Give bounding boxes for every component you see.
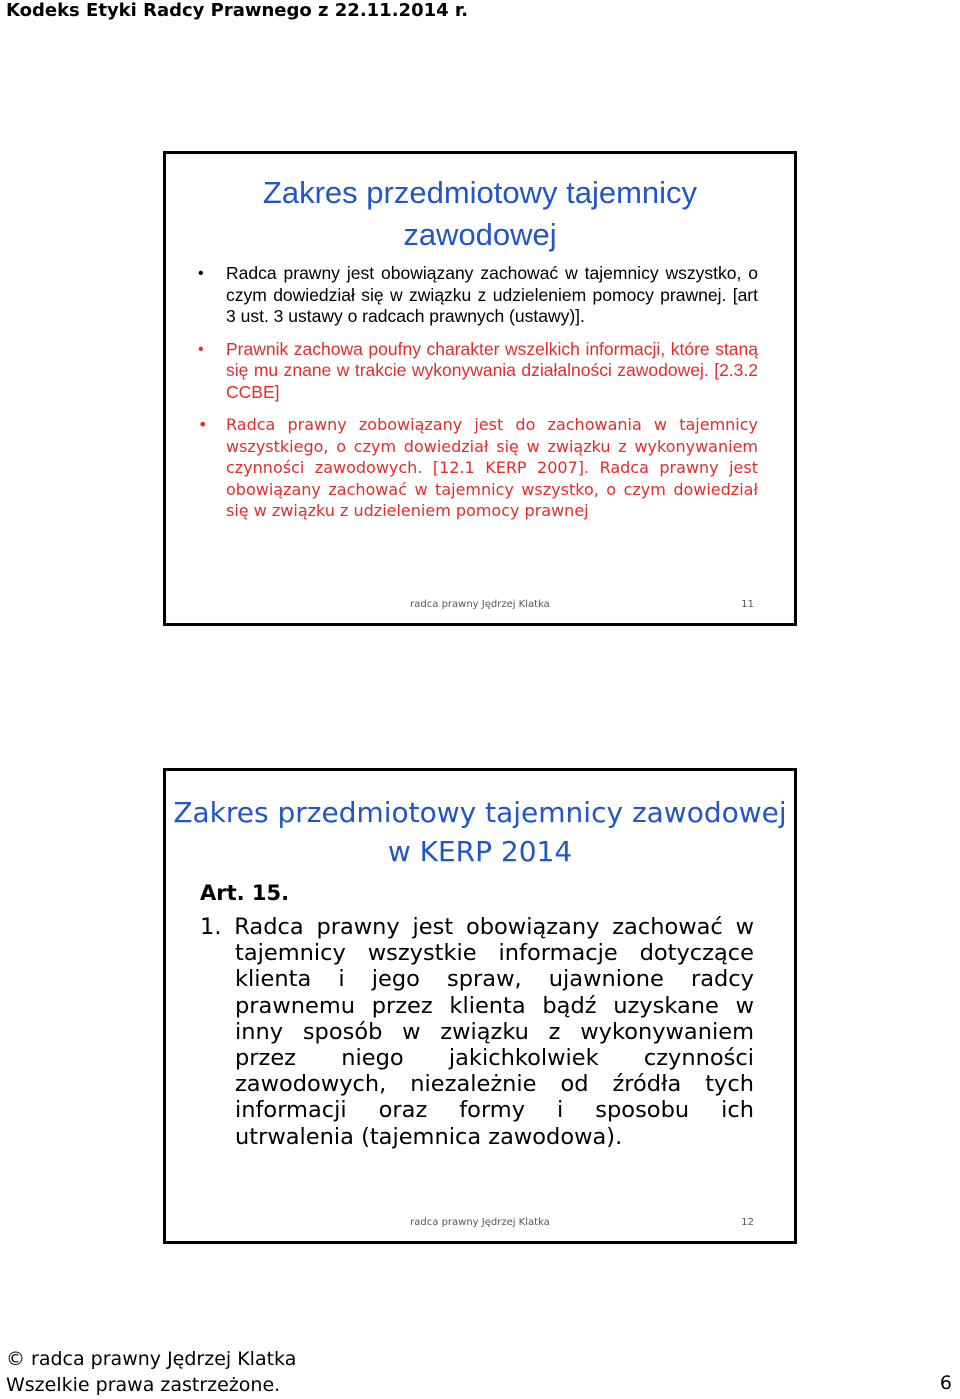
- slide-title-line2: w KERP 2014: [387, 835, 573, 868]
- slide-page-number: 11: [741, 599, 754, 610]
- slide-title: [166, 172, 794, 256]
- list-item-text: Radca prawny jest obowiązany zachować w tajemnicy wszystko, o czym dowiedział się w związku z udzieleniem pomocy prawnej. [art 3 ust. 3 ustawy o radcach prawnych (ustawy)].: [226, 263, 758, 326]
- slide-title-line1: Zakres przedmiotowy tajemnicy: [262, 175, 698, 210]
- slide-11: [163, 151, 797, 626]
- list-item: [196, 339, 758, 404]
- bullet-list: [196, 263, 758, 533]
- article-heading: Art. 15.: [200, 881, 290, 905]
- document-page-number: 6: [939, 1372, 952, 1394]
- document-header-title: Kodeks Etyki Radcy Prawnego z 22.11.2014 r.: [6, 0, 469, 21]
- list-item-text: Radca prawny zobowiązany jest do zachowania w tajemnicy wszystkiego, o czym dowiedział się w związku z wykonywaniem czynności zawodowych. [12.1 KERP 2007]. Radca prawny jest obowiązany zachować w tajemnicy wszystko, o czym dowiedział się w związku z udzieleniem pomocy prawnej: [226, 415, 758, 520]
- bullet-icon: •: [198, 340, 204, 358]
- copyright-text: © radca prawny Jędrzej Klatka: [6, 1348, 297, 1370]
- slide-footer-author: radca prawny Jędrzej Klatka: [410, 599, 550, 610]
- rights-text: Wszelkie prawa zastrzeżone.: [6, 1374, 281, 1396]
- slide-page-number: 12: [741, 1217, 754, 1228]
- copyright-block: [6, 1346, 296, 1398]
- bullet-icon: •: [198, 265, 204, 282]
- list-item: [196, 263, 758, 328]
- slide-12: [163, 768, 797, 1244]
- slide-title: [166, 793, 794, 871]
- list-item-text: Prawnik zachowa poufny charakter wszelkich informacji, które staną się mu znane w trakcie wykonywania działalności zawodowej. [2.3.2 CCBE]: [226, 338, 758, 402]
- slide-footer-author: radca prawny Jędrzej Klatka: [410, 1217, 550, 1228]
- slide-title-line2: zawodowej: [403, 217, 557, 252]
- bullet-icon: •: [198, 415, 208, 434]
- list-item: [196, 414, 758, 522]
- article-paragraph: 1. Radca prawny jest obowiązany zachować w tajemnicy wszystkie informacje dotyczące klienta i jego spraw, ujawnione radcy prawnemu przez klienta bądź uzyskane w inny sposób w związku z wykonywaniem przez niego jakichkolwiek czynności zawodowych, niezależnie od źródła tych informacji oraz formy i sposobu ich utrwalenia (tajemnica zawodowa).: [200, 914, 754, 1150]
- slide-title-line1: Zakres przedmiotowy tajemnicy zawodowej: [173, 796, 787, 829]
